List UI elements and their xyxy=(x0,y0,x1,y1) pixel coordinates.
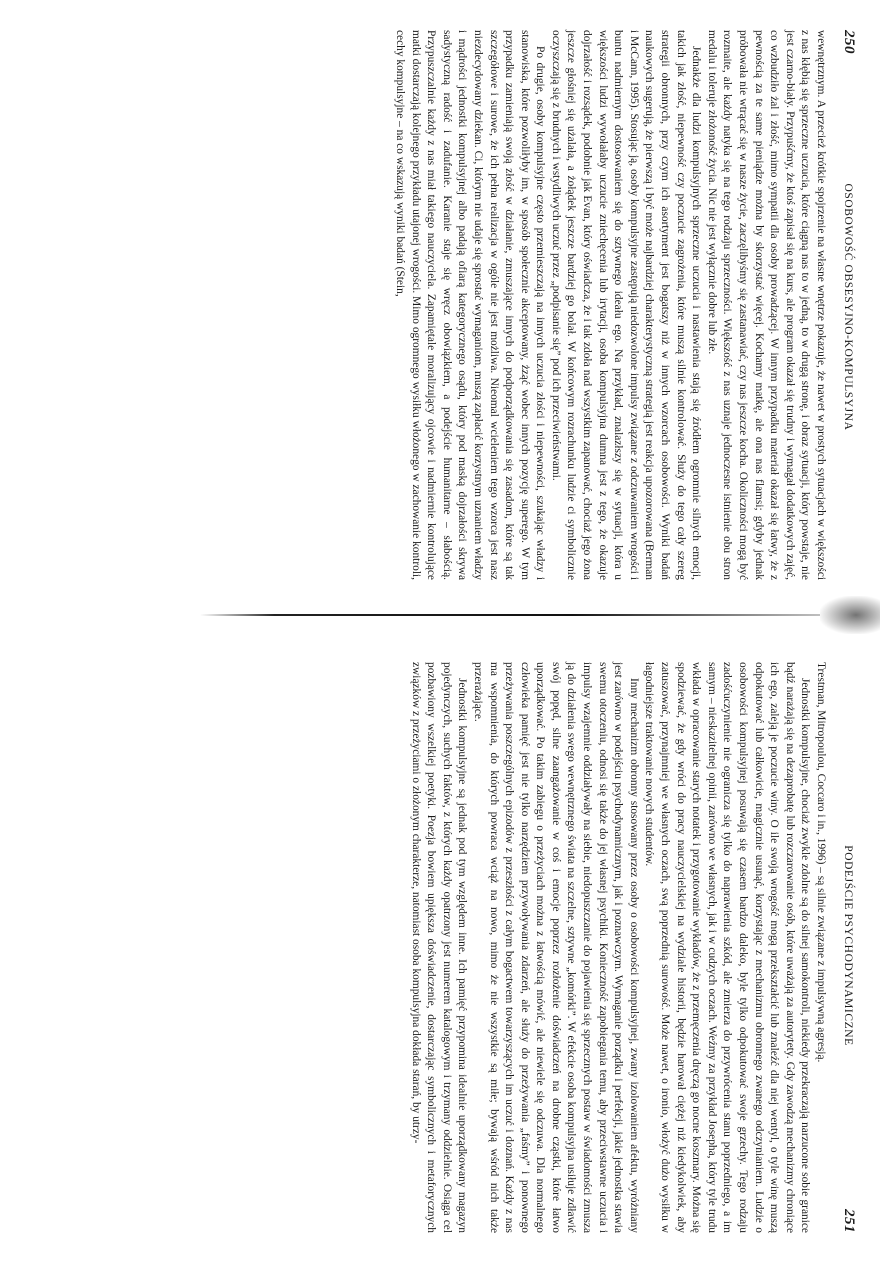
paragraph: Jednostki kompulsyjne, chociaż zwykle zdolne są do silnej samokontroli, niekiedy przekraczają narzucone sobie granice bądź narażają się na dezaprobatę lub rozczarowanie osób, które uważają za autorytety. Gdy zawodzą mechanizmy chroniące ich ego, zaleją je poczucie winy. O ile swoją wrogość mogą przekształcić lub znaleźć dla niej wentyl, o tyle winę muszą odpokutować lub całkowicie, magicznie usunąć, korzystając z mechanizmu obronnego zwanego odczynianiem. Ludzie o osobowości kompulsyjnej posuwają się czasem bardzo daleko, byle tylko odpokutować swoje grzechy. Tego rodzaju zadośćuczynienie nie ogranicza się tylko do naprawienia szkód, ale zmierza do przywrócenia stanu poprzedniego, a im samym – nieskazitelnej opinii, zarówno we własnych, jak i w cudzych oczach. Weźmy za przykład Josepha, który tyle trudu wkłada w opracowanie starych notatek i przygotowanie wykładów, że z przemęczenia dręczą go nocne koszmary. Można się spodziewać, że gdy wróci do pracy nauczycielskiej na wydziale historii, będzie harował ciężej niż kiedykolwiek, aby zatuszować, przynajmniej we własnych oczach, swą poprzednią surowość. Może nawet, o ironio, włożyć dużo wysiłku w łagodniejsze traktowanie nowych studentów. xyxy=(643,662,812,1233)
paragraph: wewnętrznym. A przecież krótkie spojrzenie na własne wnętrze pokazuje, że nawet w prostych sytuacjach w większości z nas kłębią się sprzeczne uczucia, które ciągną nas to w jedną, to w drugą stronę, i obraz sytuacji, który powstaje, nie jest czarno-biały. Przypuśćmy, że ktoś zapisał się na kurs, ale program okazał się trudny i wymagał dodatkowych zajęć, co wzbudziło żal i złość, mimo sympatii dla osoby prowadzącej. W innym przypadku materiał okazał się łatwy, że z pewnością za te same pieniądze można by skorzystać więcej. Kochamy matkę, ale ona nas flamsi; gdyby jednak próbowała nie wtrącać się w nasze życie, zaczęlibyśmy się zastanawiać, czy nas jeszcze kocha. Okoliczności mogą być rozmaite, ale każdy natyka się na tego rodzaju sprzeczności. Większość z nas uznaje jednoczesne istnienie obu stron medalu i toleruje złożoność życia. Nic nie jest wyłącznie dobre lub złe. xyxy=(705,30,827,580)
page-number: 250 xyxy=(841,30,857,54)
right-page-header xyxy=(840,632,893,1263)
left-page-header xyxy=(840,0,893,610)
page-number: 251 xyxy=(841,1208,857,1233)
paragraph: Jednakże dla ludzi kompulsyjnych sprzeczne uczucia i nastawienia stają się źródłem ogromnie silnych emocji, takich jak złość, niepewność czy poczucie zagrożenia, które muszą silnie kontrolować. Służy do tego cały szereg strategii obronnych, przy czym ich asortyment jest bogatszy niż w innych wzorcach osobowości. Wyniki badań naukowych sugerują, że pierwszą i być może najbardziej charakterystyczną strategią jest reakcja upozorowana (Berman i McCann, 1995). Stosując ją, osoby kompulsyjne zastępują niedozwolone impulsy związane z odczuwaniem wrogości i buntu nadmiernym dostosowaniem się do sztywnego ideału ego. Na przykład, znalazłszy się w sytuacji, która u większości ludzi wywołałaby uczucie zniechęcenia lub irytacji, osoba kompulsyjna dumna jest z tego, że okazuje dojrzałość i rozsądek, podobnie jak Evan, który oświadcza, że i tak zdoła nad wszystkim zapanować, chociaż jego żona jeszcze głośniej się użalała, a żołądek jeszcze bardziej go bolał. W końcowym rozrachunku ludzie ci symbolicznie oczyszczają się z brudnych i wstydliwych uczuć przez „podpisanie się” pod ich przeciwieństwami. xyxy=(549,30,703,580)
paragraph: Trestman, Mitropoulou, Coccaro i in., 1996) – są silnie związane z impulsywną agresją. xyxy=(815,662,827,1063)
right-page-region xyxy=(0,632,893,1263)
gutter-line xyxy=(200,614,820,616)
running-head: PODEJŚCIE PSYCHODYNAMICZNE xyxy=(842,845,854,1046)
paragraph: Po drugie, osoby kompulsyjne często przemieszczają na innych uczucia złości i niepewności, szukając władzy i stanowiska, które pozwoliłyby im, w sposób społecznie akceptowany, żząć wobec innych pozycję superego. W tym przypadku zamieniają swoją złość w działanie, zmuszające innych do podporządkowania się zasadom, które są tak szczegółowe i surowe, że ich pełna realizacja w ogóle nie jest możliwa. Nieomal wcieleniem tego wzorca jest nasz niezdecydowany dziekan. Ci, którym nie udaje się sprostać wymaganiom, muszą zapłacić korzystnym uznaniem władzy i mądrości jednostki kompulsyjnej albo padają ofiarą kategorycznego osądu, który pod maską dojrzałości skrywa sadystyczną radość i zadufanie. Karanie staje się wręcz obowiązkiem, a podejście humanitarne – słabością. Przypuszczalnie każdy z nas miał takiego nauczyciela. Zapamiętale moralizujący ojcowie i nadmiernie kontrolujące matki dostarczają kolejnego przykładu utajonej wrogości. Mimo ogromnego wysiłku włożonego w zachowanie kontroli, cechy kompulsyjne – na co wskazują wyniki badań (Stein, xyxy=(393,30,547,580)
left-page xyxy=(0,0,893,610)
paragraph: Jednostki kompulsyjne są jednak pod tym względem inne. Ich pamięć przypomina idealnie uporządkowany magazyn pojedynczych, suchych faktów, z których każdy opatrzony jest numerem katalogowym i trzymany oddzielnie. Osiąga cel pozbawiony wszelkiej poetyki. Poezja bowiem upiększa doświadczenie, dostarczając symbolicznych i metaforycznych związków z przeżyciami o złożonym charakterze, natomiast osoba kompulsyjna dokłada starań, by utrzy- xyxy=(409,662,469,1233)
left-page-region xyxy=(0,0,893,610)
paragraph: Inny mechanizm obronny stosowany przez osoby o osobowości kompulsyjnej, zwany izolowaniem afektu, wyróżniany jest zarówno w podejściu psychodynamicznym, jak i poznawczym. Wymaganie porządku i perfekcji, jakie jednostka stawia swemu otoczeniu, odnosi się także do jej własnej psychiki. Konieczność zapobiegania temu, aby przeciwstawne uczucia i impulsy wzajemnie oddziaływały na siebie, niedopuszczanie do pojawienia się sprzecznych postaw w świadomości zmusza ją do działenia swego wewnętrznego świata na szczelne, sztywne „komórki”. W efekcie osoba kompulsyjna usiłuje zdławić swój popęd, silne zaangażowanie w coś i emocje poprzez rozłożenie doświadczeń na drobne cząstki, które łatwo uporządkować. Po takim zabiegu o przeżyciach można z łatwością mówić, ale niewiele się odczuwa. Dla normalnego człowieka pamięć jest nie tylko narzędziem przywoływania zdarzeń, ale służy do przeżywania „faśmy” i ponownego przeżywania poszczególnych epizodów z przeszłości z całym bogactwem towarzyszących im uczuć i doznań. Każdy z nas ma wspomnienia, do których powraca wciąż na nowo, mimo że nie wszystkie są miłe; bywają wśród nich także przerażające. xyxy=(471,662,640,1233)
left-page-body xyxy=(391,30,828,580)
running-head: OSOBOWOŚĆ OBSESYJNO-KOMPULSYJNA xyxy=(842,183,854,431)
right-page xyxy=(0,632,893,1263)
right-page-body xyxy=(407,662,828,1233)
